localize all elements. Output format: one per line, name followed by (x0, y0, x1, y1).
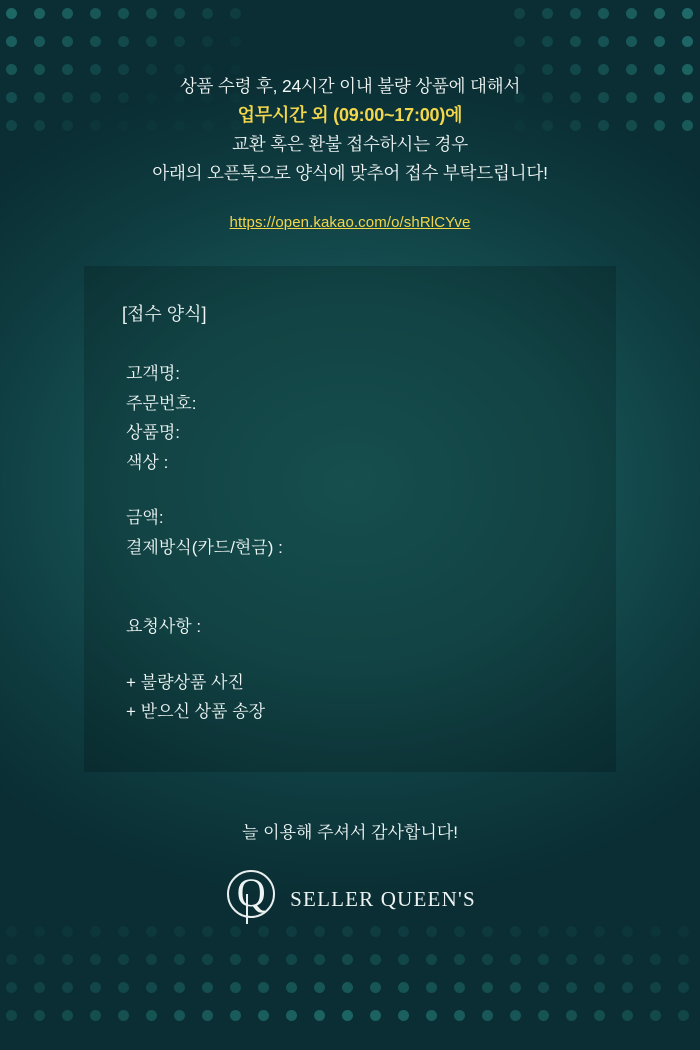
application-form-inner (84, 266, 616, 727)
field-product-name: 상품명: (126, 423, 180, 442)
notice-line-1: 상품 수령 후, 24시간 이내 불량 상품에 대해서 (179, 76, 521, 96)
thanks-message: 늘 이용해 주셔서 감사합니다! (242, 823, 458, 842)
open-chat-link-wrap (0, 214, 700, 232)
logo-q-icon (224, 868, 278, 930)
field-customer-name: 고객명: (126, 364, 180, 383)
form-field-group-payment (126, 503, 616, 562)
form-spacer-1 (126, 477, 616, 503)
form-spacer-2 (126, 562, 616, 612)
form-field-group-request (126, 612, 616, 642)
open-chat-link[interactable]: https://open.kakao.com/o/shRlCYve (229, 214, 471, 231)
form-attachments (126, 668, 616, 727)
brand-logo (0, 868, 700, 930)
application-form-box (84, 266, 616, 772)
attachment-defect-photo: + 불량상품 사진 (126, 672, 244, 692)
notice-line-4: 아래의 오픈톡으로 양식에 맞추어 접수 부탁드립니다! (152, 163, 548, 183)
notice-headline (0, 0, 700, 188)
field-payment-method: 결제방식(카드/현금) : (126, 537, 283, 557)
attachment-invoice: + 받으신 상품 송장 (126, 702, 266, 721)
field-order-number: 주문번호: (126, 393, 197, 413)
field-amount: 금액: (126, 508, 164, 527)
logo-letter: Q (236, 870, 266, 915)
notice-line-3: 교환 혹은 환불 접수하시는 경우 (232, 134, 468, 154)
form-field-group-customer (126, 359, 616, 477)
brand-name: SELLER QUEEN'S (290, 886, 476, 911)
notice-highlight-hours: 업무시간 외 (09:00~17:00)에 (237, 105, 463, 125)
form-spacer-3 (126, 642, 616, 668)
field-color: 색상 : (126, 452, 169, 472)
form-title: [접수 양식] (122, 304, 207, 324)
field-request: 요청사항 : (126, 617, 202, 636)
